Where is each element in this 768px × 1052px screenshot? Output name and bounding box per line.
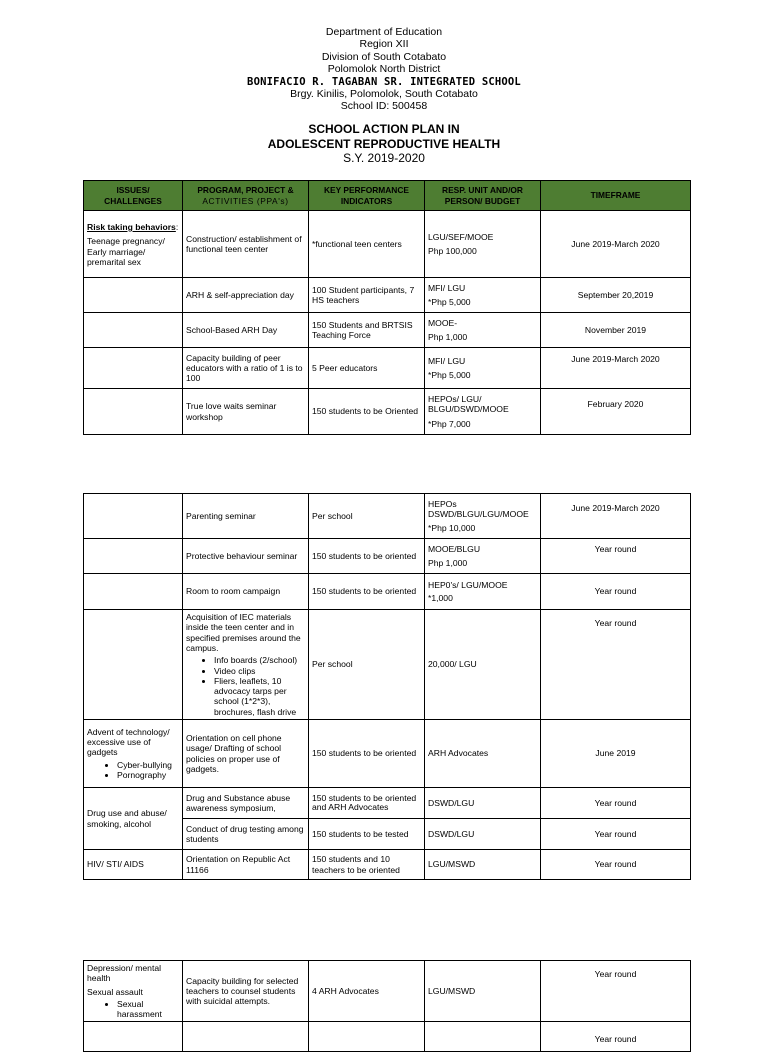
- resp-cell: ARH Advocates: [425, 720, 541, 788]
- resp-line: HEPOs DSWD/BLGU/LGU/MOOE: [428, 499, 529, 520]
- timeframe-cell: Year round: [541, 1022, 691, 1052]
- timeframe-cell: June 2019: [541, 720, 691, 788]
- issue-bullet-list: [87, 999, 179, 1020]
- budget-line: Php 100,000: [428, 246, 477, 256]
- ppa-bullet-list: [186, 655, 305, 717]
- resp-cell: [425, 348, 541, 389]
- timeframe-cell: Year round: [541, 788, 691, 819]
- resp-cell: LGU/MSWD: [425, 850, 541, 880]
- issue-cell: [84, 348, 183, 389]
- timeframe-cell: Year round: [541, 850, 691, 880]
- kpi-cell: [309, 1022, 425, 1052]
- table-row: [84, 720, 691, 788]
- issue-text: Depression/ mental health: [87, 963, 162, 984]
- issue-cell: [84, 494, 183, 539]
- timeframe-cell: June 2019-March 2020: [541, 211, 691, 278]
- document-header: [0, 26, 768, 113]
- school-name: BONIFACIO R. TAGABAN SR. INTEGRATED SCHOOL: [247, 75, 521, 88]
- issue-bullet-list: [87, 760, 179, 781]
- region-name: Region XII: [359, 38, 409, 51]
- issue-body: Teenage pregnancy/ Early marriage/ premarital sex: [87, 236, 165, 267]
- resp-line: LGU/SEF/MOOE: [428, 231, 494, 242]
- resp-cell: 20,000/ LGU: [425, 610, 541, 720]
- table-row: [84, 1022, 691, 1052]
- issue-text: Sexual assault: [87, 986, 143, 997]
- column-header-issues: ISSUES/ CHALLENGES: [84, 181, 183, 211]
- timeframe-cell: Year round: [541, 574, 691, 610]
- resp-line: HEPOs/ LGU/ BLGU/DSWD/MOOE: [428, 394, 509, 415]
- timeframe-cell: June 2019-March 2020: [541, 348, 691, 389]
- table-row: [84, 961, 691, 1022]
- issue-cell: HIV/ STI/ AIDS: [84, 850, 183, 880]
- list-item: • Info boards (2/school): [214, 655, 305, 665]
- resp-cell: [425, 574, 541, 610]
- resp-cell: [425, 278, 541, 313]
- issue-cell: Drug use and abuse/ smoking, alcohol: [84, 788, 183, 850]
- budget-line: *Php 5,000: [428, 370, 471, 380]
- resp-line: HEP0's/ LGU/MOOE: [428, 579, 508, 590]
- kpi-cell: 5 Peer educators: [309, 348, 425, 389]
- ppa-header-line-1: PROGRAM, PROJECT &: [197, 185, 294, 196]
- issue-title: Risk taking behaviors: [87, 221, 176, 232]
- timeframe-cell: Year round: [541, 610, 691, 720]
- resp-cell: LGU/MSWD: [425, 961, 541, 1022]
- resp-cell: DSWD/LGU: [425, 819, 541, 850]
- resp-cell: [425, 313, 541, 348]
- ppa-cell: Room to room campaign: [183, 574, 309, 610]
- table-row: [84, 348, 691, 389]
- document-title: [0, 122, 768, 166]
- timeframe-cell: June 2019-March 2020: [541, 494, 691, 539]
- division-name: Division of South Cotabato: [321, 50, 447, 63]
- kpi-cell: 150 students and 10 teachers to be oriented: [309, 850, 425, 880]
- issue-text: Advent of technology/ excessive use of gadgets: [87, 726, 170, 758]
- table-row: [84, 494, 691, 539]
- ppa-text: Acquisition of IEC materials inside the teen center and in specified premises around the campus.: [186, 612, 301, 653]
- resp-cell: [425, 494, 541, 539]
- ppa-cell: True love waits seminar workshop: [183, 389, 309, 435]
- timeframe-cell: Year round: [541, 539, 691, 574]
- ppa-cell: ARH & self-appreciation day: [183, 278, 309, 313]
- kpi-cell: 100 Student participants, 7 HS teachers: [309, 278, 425, 313]
- list-item: • Video clips: [214, 666, 305, 676]
- department-name: Department of Education: [325, 26, 443, 38]
- ppa-header-line-2: ACTIVITIES (PPA's): [202, 195, 289, 206]
- school-id: School ID: 500458: [340, 100, 428, 113]
- budget-line: Php 1,000: [428, 557, 468, 568]
- table-row: [84, 610, 691, 720]
- ppa-cell: Construction/ establishment of functional teen center: [183, 211, 309, 278]
- issue-cell: [84, 313, 183, 348]
- table-row: [84, 788, 691, 819]
- ppa-cell: Drug and Substance abuse awareness symposium,: [183, 788, 309, 819]
- table-row: [84, 313, 691, 348]
- budget-line: *1,000: [428, 593, 453, 603]
- ppa-cell: Parenting seminar: [183, 494, 309, 539]
- ppa-cell: Capacity building of peer educators with a ratio of 1 is to 100: [183, 348, 309, 389]
- issue-cell: [84, 211, 183, 278]
- action-plan-table-1: [83, 180, 691, 435]
- ppa-cell: School-Based ARH Day: [183, 313, 309, 348]
- title-line-1: SCHOOL ACTION PLAN IN: [308, 122, 460, 136]
- kpi-cell: 150 students to be Oriented: [309, 389, 425, 435]
- resp-cell: [425, 211, 541, 278]
- timeframe-cell: Year round: [541, 819, 691, 850]
- resp-line: MFI/ LGU: [428, 282, 466, 293]
- timeframe-cell: February 2020: [541, 389, 691, 435]
- kpi-cell: 150 Students and BRTSIS Teaching Force: [309, 313, 425, 348]
- ppa-cell: [183, 610, 309, 720]
- kpi-cell: 150 students to be oriented: [309, 539, 425, 574]
- resp-cell: [425, 539, 541, 574]
- ppa-cell: Orientation on Republic Act 11166: [183, 850, 309, 880]
- list-item: • Fliers, leaflets, 10 advocacy tarps per school (1*2*3), brochures, flash drive: [214, 676, 305, 717]
- kpi-cell: 4 ARH Advocates: [309, 961, 425, 1022]
- budget-line: *Php 10,000: [428, 522, 476, 533]
- kpi-cell: 150 students to be tested: [309, 819, 425, 850]
- ppa-cell: Capacity building for selected teachers to counsel students with suicidal attempts.: [183, 961, 309, 1022]
- action-plan-table-3: [83, 960, 691, 1052]
- action-plan-table-2: [83, 493, 691, 880]
- timeframe-cell: Year round: [541, 961, 691, 1022]
- table-row: [84, 389, 691, 435]
- table-row: [84, 539, 691, 574]
- budget-line: Php 1,000: [428, 332, 468, 342]
- budget-line: *Php 7,000: [428, 418, 471, 429]
- issue-cell: [84, 610, 183, 720]
- column-header-kpi: KEY PERFORMANCE INDICATORS: [309, 181, 425, 211]
- issue-cell: [84, 389, 183, 435]
- kpi-cell: *functional teen centers: [309, 211, 425, 278]
- resp-line: MOOE-: [428, 317, 458, 328]
- list-item: • Cyber-bullying: [117, 760, 179, 770]
- kpi-cell: Per school: [309, 610, 425, 720]
- issue-cell: [84, 539, 183, 574]
- ppa-cell: [183, 1022, 309, 1052]
- ppa-cell: Conduct of drug testing among students: [183, 819, 309, 850]
- resp-cell: [425, 389, 541, 435]
- list-item: • Pornography: [117, 770, 179, 780]
- list-item: • Sexual harassment: [117, 999, 179, 1020]
- school-year: S.Y. 2019-2020: [343, 151, 425, 165]
- column-header-ppa: [183, 181, 309, 211]
- district-name: Polomolok North District: [327, 63, 441, 76]
- timeframe-cell: September 20,2019: [541, 278, 691, 313]
- kpi-cell: 150 students to be oriented: [309, 720, 425, 788]
- budget-line: *Php 5,000: [428, 297, 471, 307]
- kpi-cell: 150 students to be oriented and ARH Advocates: [309, 788, 425, 819]
- issue-cell: [84, 278, 183, 313]
- school-address: Brgy. Kinilis, Polomolok, South Cotabato: [290, 88, 478, 101]
- resp-line: MFI/ LGU: [428, 355, 466, 366]
- resp-cell: [425, 1022, 541, 1052]
- table-row: [84, 574, 691, 610]
- timeframe-cell: November 2019: [541, 313, 691, 348]
- table-row: [84, 278, 691, 313]
- kpi-cell: 150 students to be oriented: [309, 574, 425, 610]
- issue-cell: [84, 961, 183, 1022]
- issue-cell: [84, 574, 183, 610]
- ppa-cell: Orientation on cell phone usage/ Drafting of school policies on proper use of gadgets.: [183, 720, 309, 788]
- issue-colon: :: [175, 221, 179, 232]
- resp-cell: DSWD/LGU: [425, 788, 541, 819]
- table-row: [84, 211, 691, 278]
- column-header-timeframe: TIMEFRAME: [541, 181, 691, 211]
- title-line-2: ADOLESCENT REPRODUCTIVE HEALTH: [267, 136, 501, 151]
- kpi-cell: Per school: [309, 494, 425, 539]
- issue-cell: [84, 720, 183, 788]
- table-header-row: [84, 181, 691, 211]
- issue-cell: [84, 1022, 183, 1052]
- table-row: [84, 850, 691, 880]
- column-header-resp: RESP. UNIT AND/OR PERSON/ BUDGET: [425, 181, 541, 211]
- resp-line: MOOE/BLGU: [428, 544, 481, 555]
- ppa-cell: Protective behaviour seminar: [183, 539, 309, 574]
